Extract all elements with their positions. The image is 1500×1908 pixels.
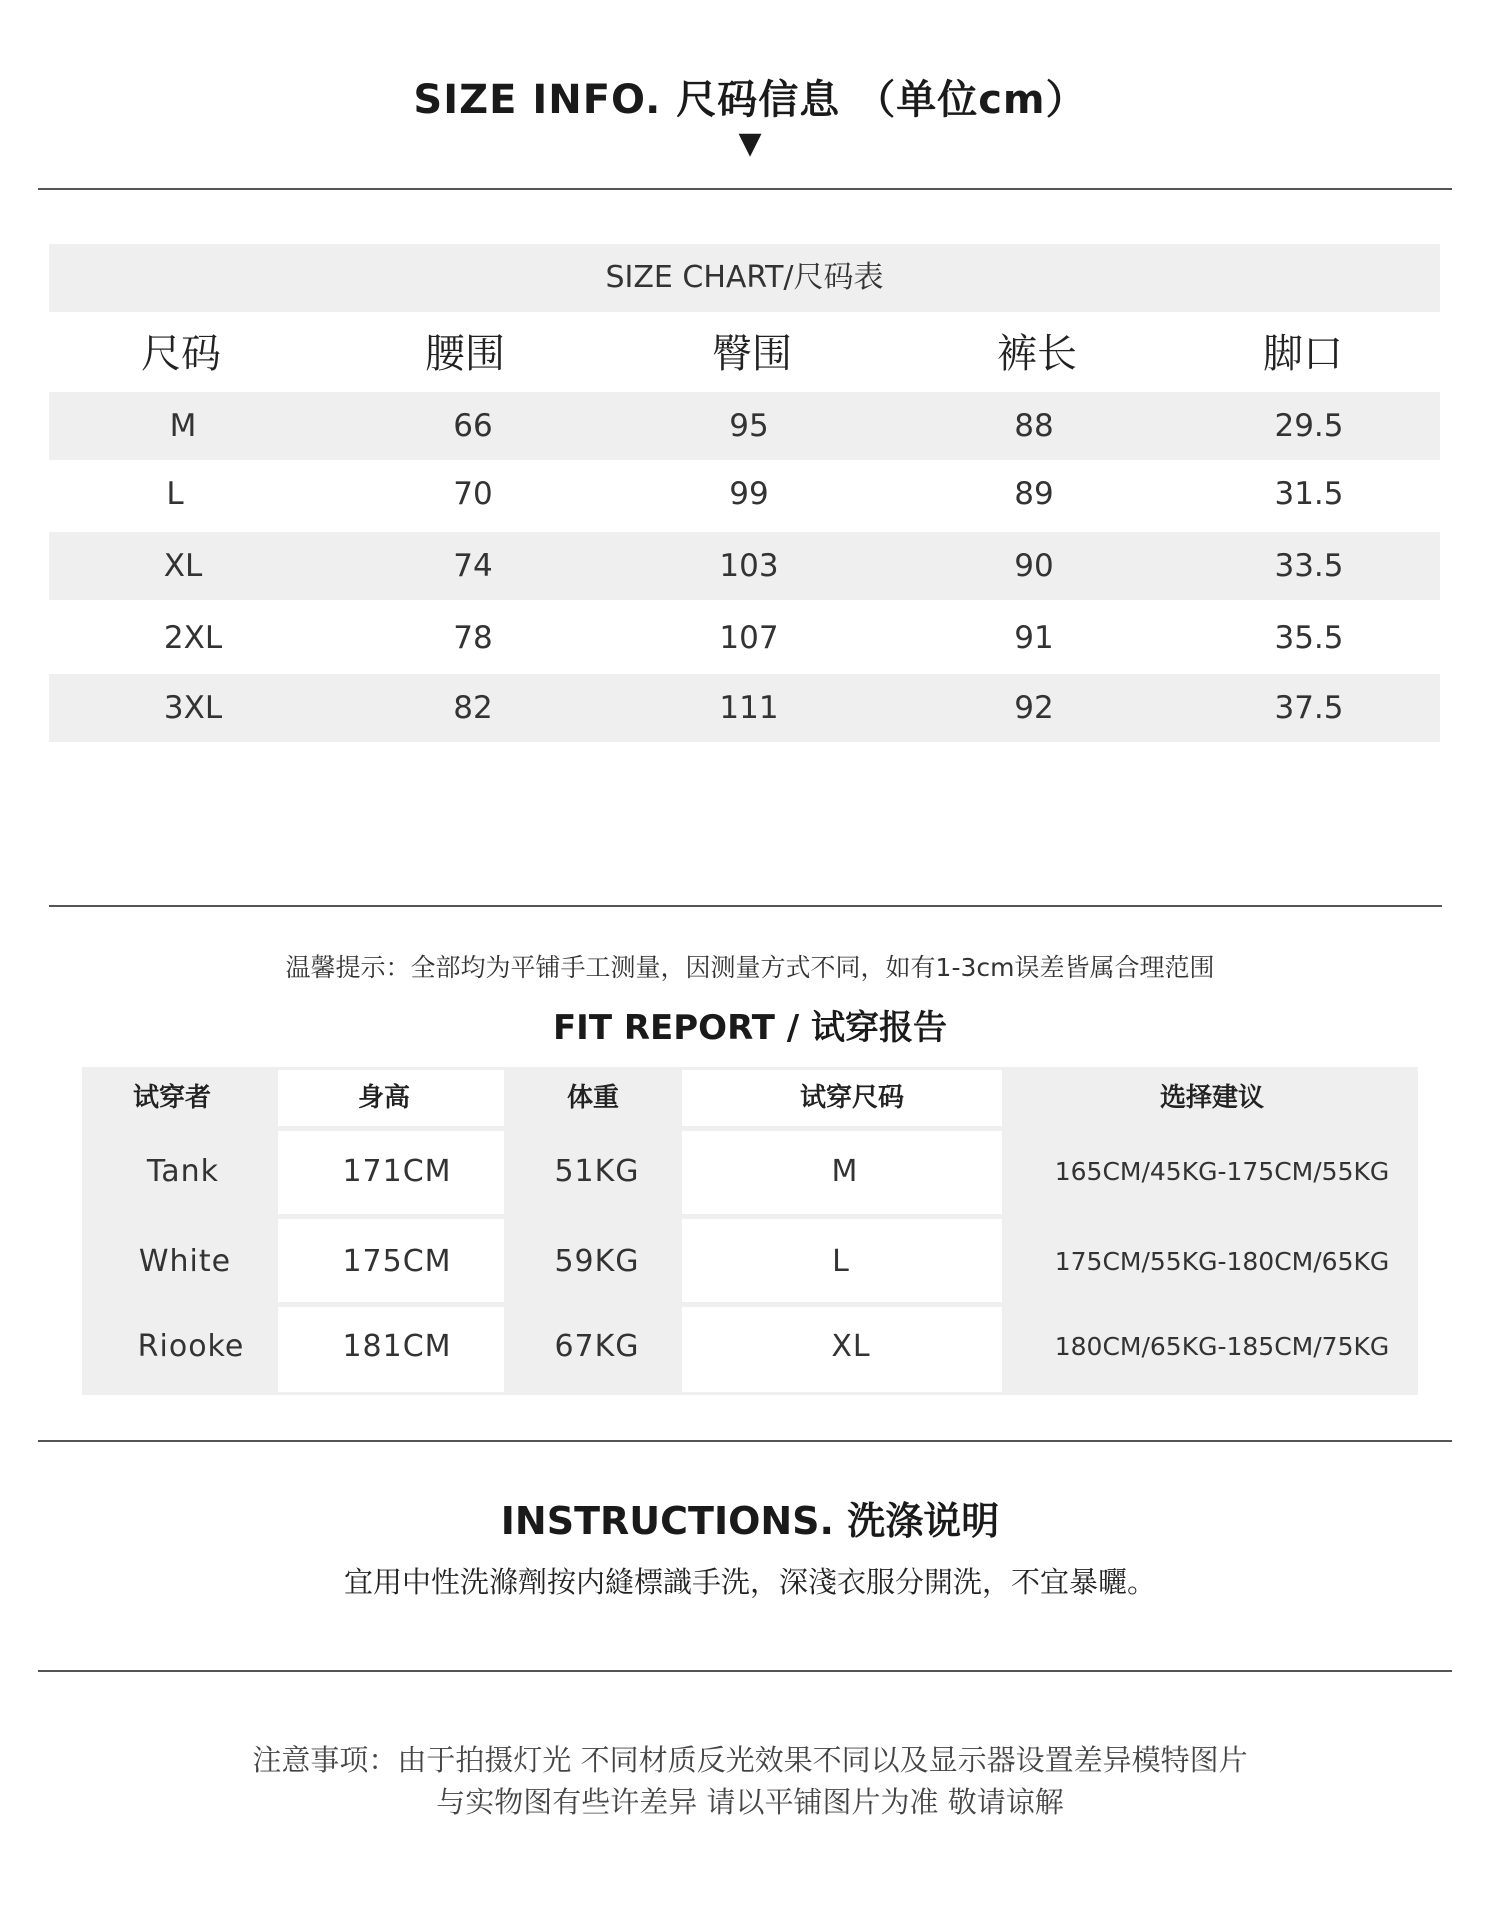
size-cell: 35.5 [1274, 620, 1344, 656]
size-row-m [49, 392, 1440, 460]
notes-divider [38, 1670, 1452, 1672]
middle-divider [49, 905, 1442, 907]
size-header-hem: 脚口 [1263, 331, 1343, 377]
page-title: SIZE INFO. 尺码信息 （单位cm） [413, 77, 1087, 123]
fit-row-separator [278, 1214, 504, 1219]
fit-cell: 165CM/45KG-175CM/55KG [1054, 1157, 1390, 1186]
size-row-l [49, 460, 1440, 528]
instructions-title: INSTRUCTIONS. 洗涤说明 [500, 1499, 1000, 1543]
fit-cell: 59KG [554, 1244, 640, 1279]
fit-cell: 51KG [554, 1154, 640, 1189]
note-line-1: 注意事项：由于拍摄灯光 不同材质反光效果不同以及显示器设置差异模特图片 [252, 1743, 1248, 1777]
fit-cell: 181CM [342, 1329, 452, 1364]
fit-row-separator [278, 1302, 504, 1307]
size-cell: 99 [729, 476, 769, 512]
size-cell: 95 [729, 408, 769, 444]
size-row-xl [49, 532, 1440, 600]
size-row-3xl [49, 674, 1440, 742]
down-arrow-icon: ▼ [738, 126, 762, 161]
size-chart-title: SIZE CHART/尺码表 [49, 244, 1440, 312]
size-cell: 70 [453, 476, 493, 512]
fit-cell: 175CM/55KG-180CM/65KG [1054, 1247, 1390, 1276]
instructions-divider [38, 1440, 1452, 1442]
fit-cell: Tank [146, 1154, 220, 1189]
fit-header-height: 身高 [357, 1083, 410, 1113]
top-divider [38, 188, 1452, 190]
size-cell: 89 [1014, 476, 1054, 512]
size-cell: 74 [453, 548, 493, 584]
size-cell: 90 [1014, 548, 1054, 584]
size-cell: 31.5 [1274, 476, 1344, 512]
size-header-size: 尺码 [141, 331, 221, 377]
fit-header-weight: 体重 [566, 1083, 619, 1113]
size-cell: 66 [453, 408, 493, 444]
fit-header-advice: 选择建议 [1159, 1083, 1264, 1113]
fit-cell: 180CM/65KG-185CM/75KG [1054, 1332, 1390, 1361]
size-cell: 92 [1014, 690, 1054, 726]
fit-header-tester: 试穿者 [132, 1083, 211, 1113]
fit-cell: 175CM [342, 1244, 452, 1279]
size-cell: 3XL [163, 690, 223, 726]
size-cell: 37.5 [1274, 690, 1344, 726]
size-header-waist: 腰围 [425, 331, 505, 377]
fit-row-separator [682, 1302, 1002, 1307]
size-cell: L [166, 476, 184, 512]
fit-header-size: 试穿尺码 [799, 1083, 904, 1113]
fit-row-separator [682, 1126, 1002, 1131]
size-cell: 82 [453, 690, 493, 726]
size-cell: 33.5 [1274, 548, 1344, 584]
fit-cell: Riooke [137, 1329, 245, 1364]
fit-cell: L [832, 1244, 850, 1279]
size-cell: 78 [453, 620, 493, 656]
size-cell: 103 [719, 548, 779, 584]
size-cell: XL [163, 548, 203, 584]
fit-cell: 171CM [342, 1154, 452, 1189]
size-cell: 111 [719, 690, 779, 726]
size-cell: 88 [1014, 408, 1054, 444]
fit-cell: XL [831, 1329, 871, 1364]
size-cell: M [169, 408, 197, 444]
instructions-text: 宜用中性洗滌劑按内縫標識手洗，深淺衣服分開洗，不宜暴曬。 [343, 1565, 1156, 1599]
size-header-length: 裤长 [997, 331, 1077, 377]
size-cell: 2XL [163, 620, 223, 656]
size-cell: 91 [1014, 620, 1054, 656]
fit-cell: 67KG [554, 1329, 640, 1364]
fit-report-title: FIT REPORT / 试穿报告 [552, 1008, 948, 1048]
measurement-tip: 温馨提示：全部均为平铺手工测量，因测量方式不同，如有1-3cm误差皆属合理范围 [285, 953, 1215, 982]
note-line-2: 与实物图有些许差异 请以平铺图片为准 敬请谅解 [436, 1785, 1064, 1819]
size-header-hip: 臀围 [712, 331, 792, 377]
fit-cell: M [831, 1154, 859, 1189]
size-row-2xl [49, 604, 1440, 672]
fit-row-separator [682, 1214, 1002, 1219]
size-cell: 107 [719, 620, 779, 656]
fit-row-separator [278, 1126, 504, 1131]
fit-cell: White [138, 1244, 232, 1279]
size-cell: 29.5 [1274, 408, 1344, 444]
